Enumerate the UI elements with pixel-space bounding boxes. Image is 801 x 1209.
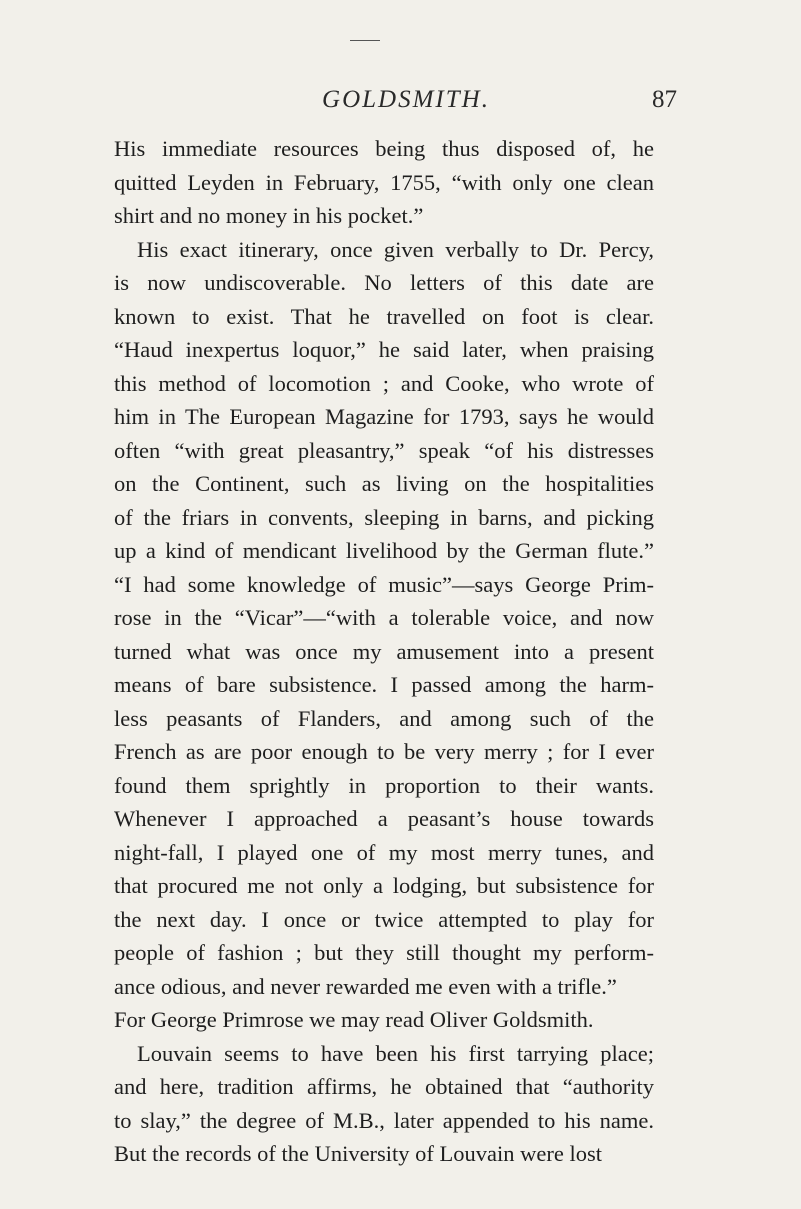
text-line: His immediate resources being thus disposed of, he — [114, 136, 654, 161]
text-line: His exact itinerary, once given verbally to Dr. Percy, — [137, 236, 654, 262]
running-head: GOLDSMITH. — [322, 86, 490, 113]
text-line: this method of locomotion ; and Cooke, who wrote of — [114, 370, 654, 396]
page-number: 87 — [652, 86, 677, 113]
text-line: the next day. I once or twice attempted to play for — [114, 906, 654, 932]
text-line: less peasants of Flanders, and among such of the — [114, 705, 654, 731]
text-line: “I had some knowledge of music”—says George Prim- — [114, 571, 654, 597]
text-line: and here, tradition affirms, he obtained that “authority — [114, 1074, 654, 1099]
text-line: ance odious, and never rewarded me even with a trifle.” — [114, 973, 617, 999]
text-line: shirt and no money in his pocket.” — [114, 203, 424, 228]
text-line: on the Continent, such as living on the hospitalities — [114, 471, 654, 496]
text-line: means of bare subsistence. I passed among the harm- — [114, 672, 654, 697]
text-line: known to exist. That he travelled on foot is clear. — [114, 303, 654, 329]
text-line: For George Primrose we may read Oliver Goldsmith. — [114, 1007, 594, 1032]
text-line: that procured me not only a lodging, but subsistence for — [114, 873, 654, 898]
text-line: Louvain seems to have been his first tarrying place; — [137, 1040, 654, 1066]
text-line: up a kind of mendicant livelihood by the German flute.” — [114, 538, 654, 563]
text-line: is now undiscoverable. No letters of this date are — [114, 270, 654, 295]
text-line: But the records of the University of Louvain were lost — [114, 1141, 603, 1166]
text-line: French as are poor enough to be very merry ; for I ever — [114, 739, 654, 764]
text-line: turned what was once my amusement into a present — [114, 638, 654, 664]
text-line: quitted Leyden in February, 1755, “with only one clean — [114, 169, 654, 195]
text-line: Whenever I approached a peasant’s house towards — [114, 806, 654, 831]
text-line: night-fall, I played one of my most merry tunes, and — [114, 839, 654, 865]
body-text — [114, 132, 654, 1171]
text-line: often “with great pleasantry,” speak “of his distresses — [114, 437, 654, 463]
text-line: rose in the “Vicar”—“with a tolerable voice, and now — [114, 605, 654, 630]
text-line: to slay,” the degree of M.B., later appended to his name. — [114, 1107, 654, 1133]
text-line: of the friars in convents, sleeping in barns, and picking — [114, 504, 654, 530]
text-line: found them sprightly in proportion to their wants. — [114, 772, 654, 798]
text-line: “Haud inexpertus loquor,” he said later, when praising — [114, 337, 654, 362]
text-line: him in The European Magazine for 1793, says he would — [114, 404, 654, 429]
text-line: people of fashion ; but they still thought my perform- — [114, 940, 654, 965]
printer-mark — [350, 40, 380, 41]
